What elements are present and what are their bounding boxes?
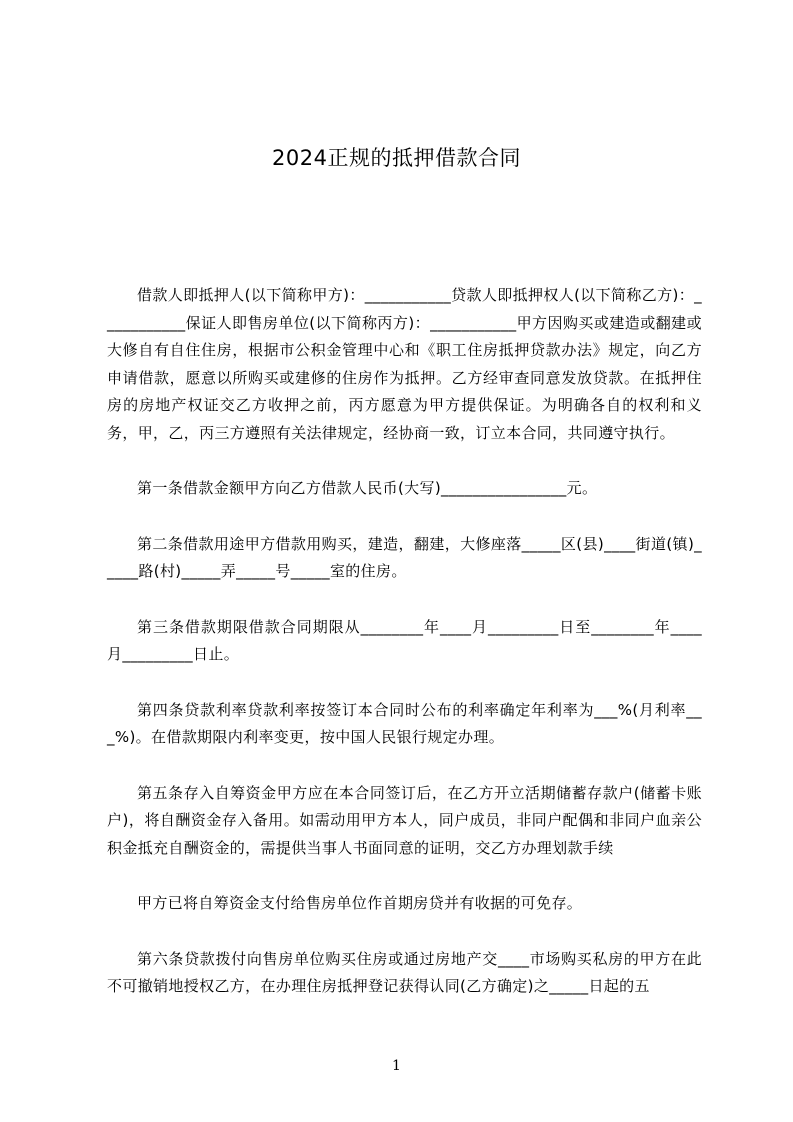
document-title: 2024正规的抵押借款合同 bbox=[272, 146, 521, 170]
article-6-loan-disbursement: 第六条贷款拨付向售房单位购买住房或通过房地产交____市场购买私房的甲方在此不可撤销地授权乙方，在办理住房抵押登记获得认同(乙方确定)之_____日起的五 bbox=[107, 949, 702, 995]
article-5-self-funds: 第五条存入自筹资金甲方应在本合同签订后，在乙方开立活期储蓄存款户(储蓄卡账户)，将自酬资金存入备用。如需动用甲方本人，同户成员，非同户配偶和非同户血亲公积金抵充自酬资金的，需提供当事人书面同意的证明，交乙方办理划款手续 bbox=[107, 783, 702, 857]
paragraph-spacer bbox=[107, 586, 702, 614]
document-body bbox=[107, 282, 702, 1001]
page-number: 1 bbox=[392, 1058, 401, 1074]
article-5-note: 甲方已将自筹资金支付给售房单位作首期房贷并有收据的可免存。 bbox=[137, 894, 583, 912]
paragraph-spacer bbox=[107, 918, 702, 946]
article-3-loan-term: 第三条借款期限借款合同期限从________年____月_________日至________年____月_________日止。 bbox=[107, 617, 702, 663]
paragraph-spacer bbox=[107, 669, 702, 697]
intro-paragraph: 借款人即抵押人(以下简称甲方)：___________贷款人即抵押权人(以下简称乙方)：___________保证人即售房单位(以下简称丙方)：___________甲方因购买或建造或翻建或大修自有自住住房，根据市公积金管理中心和《职工住房抵押贷款办法》规定，向乙方申请借款，愿意以所购买或建修的住房作为抵押。乙方经审查同意发放贷款。在抵押住房的房地产权证交乙方收押之前，丙方愿意为甲方提供保证。为明确各自的权利和义务，甲，乙，丙三方遵照有关法律规定，经协商一致，订立本合同，共同遵守执行。 bbox=[107, 286, 702, 442]
paragraph-spacer bbox=[107, 752, 702, 780]
article-4-interest-rate: 第四条贷款利率贷款利率按签订本合同时公布的利率确定年利率为___%(月利率___%)。在借款期限内利率变更，按中国人民银行规定办理。 bbox=[107, 700, 702, 746]
paragraph-spacer bbox=[107, 503, 702, 531]
paragraph-spacer bbox=[107, 447, 702, 475]
paragraph-spacer bbox=[107, 862, 702, 890]
article-1-loan-amount: 第一条借款金额甲方向乙方借款人民币(大写)________________元。 bbox=[137, 479, 598, 497]
article-2-loan-purpose: 第二条借款用途甲方借款用购买，建造，翻建，大修座落_____区(县)____街道(镇)_____路(村)_____弄_____号_____室的住房。 bbox=[107, 534, 702, 580]
